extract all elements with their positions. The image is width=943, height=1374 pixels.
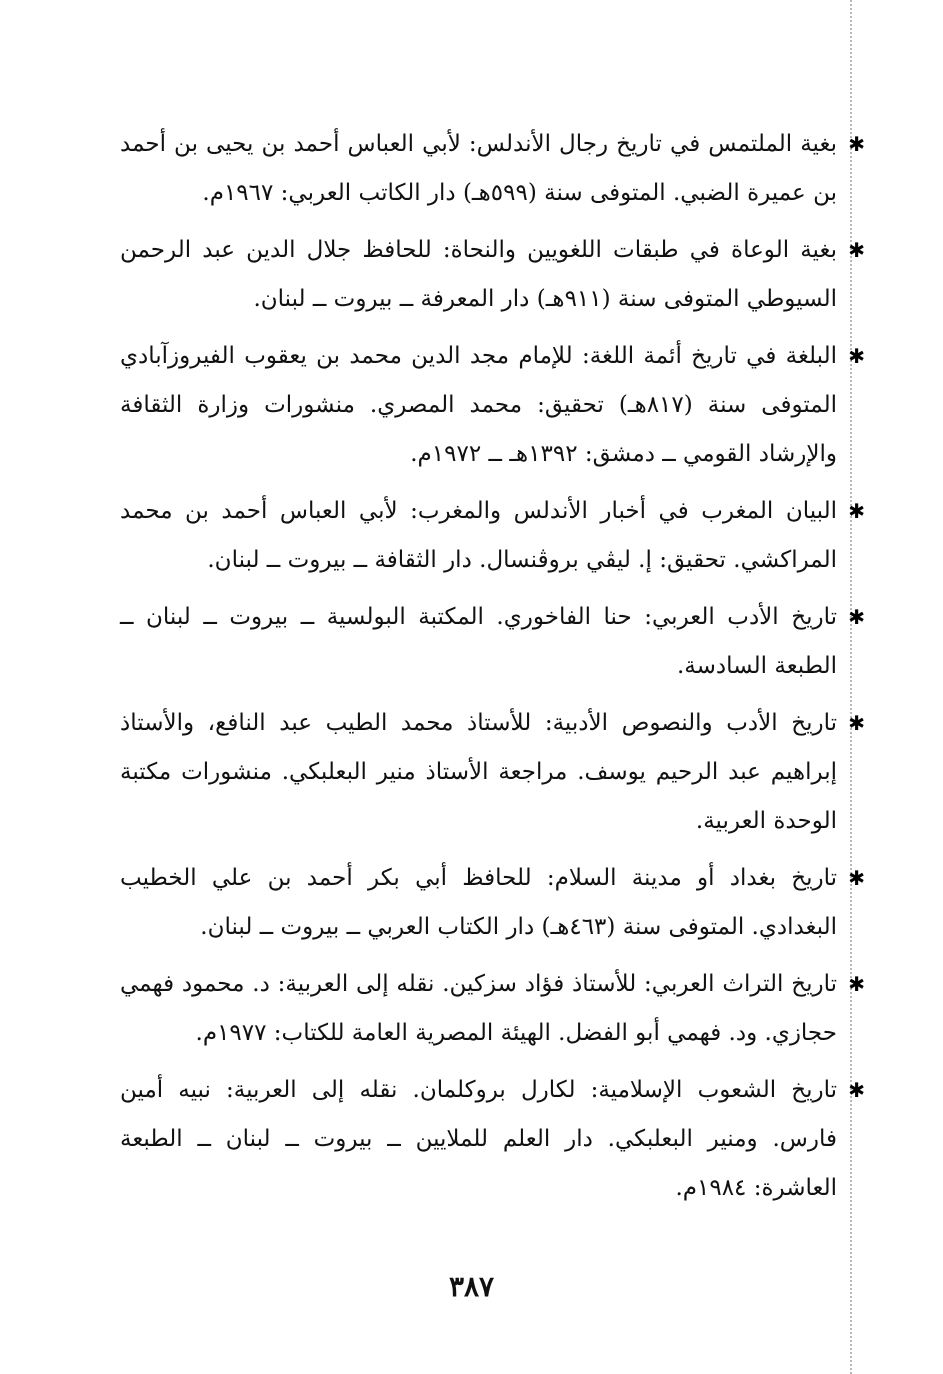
bibliography-list: [120, 120, 865, 1221]
asterisk-bullet-icon: ✱: [848, 711, 865, 735]
asterisk-bullet-icon: ✱: [848, 499, 865, 523]
asterisk-bullet-icon: ✱: [848, 972, 865, 996]
entry-text: تاريخ الشعوب الإسلامية: لكارل بروكلمان. نقله إلى العربية: نبيه أمين فارس. ومنير البعلبكي. دار العلم للملايين ــ بيروت ــ لبنان ــ الطبعة العاشرة: ١٩٨٤م.: [120, 1077, 837, 1201]
bibliography-entry: [120, 226, 865, 324]
entry-text: بغية الملتمس في تاريخ رجال الأندلس: لأبي العباس أحمد بن يحيى بن أحمد بن عميرة الضبي. المتوفى سنة (٥٩٩هـ) دار الكاتب العربي: ١٩٦٧م.: [120, 131, 837, 206]
entry-text: بغية الوعاة في طبقات اللغويين والنحاة: للحافظ جلال الدين عبد الرحمن السيوطي المتوفى سنة (٩١١هـ) دار المعرفة ــ بيروت ــ لبنان.: [120, 237, 837, 312]
bibliography-entry: [120, 593, 865, 691]
entry-text: تاريخ التراث العربي: للأستاذ فؤاد سزكين. نقله إلى العربية: د. محمود فهمي حجازي. ود. فهمي أبو الفضل. الهيئة المصرية العامة للكتاب: ١٩٧٧م.: [120, 971, 837, 1046]
entry-text: تاريخ الأدب والنصوص الأدبية: للأستاذ محمد الطيب عبد النافع، والأستاذ إبراهيم عبد الرحيم يوسف. مراجعة الأستاذ منير البعلبكي. منشورات مكتبة الوحدة العربية.: [120, 710, 837, 834]
asterisk-bullet-icon: ✱: [848, 1078, 865, 1102]
bibliography-entry: [120, 960, 865, 1058]
bibliography-entry: [120, 699, 865, 846]
page-number: ٣٨٧: [448, 1270, 495, 1303]
bibliography-entry: [120, 120, 865, 218]
entry-text: البلغة في تاريخ أئمة اللغة: للإمام مجد الدين محمد بن يعقوب الفيروزآبادي المتوفى سنة (٨١٧هـ) تحقيق: محمد المصري. منشورات وزارة الثقافة والإرشاد القومي ــ دمشق: ١٣٩٢هـ ــ ١٩٧٢م.: [120, 343, 837, 467]
entry-text: البيان المغرب في أخبار الأندلس والمغرب: لأبي العباس أحمد بن محمد المراكشي. تحقيق: إ. ليڤي بروڤنسال. دار الثقافة ــ بيروت ــ لبنان.: [120, 498, 837, 573]
asterisk-bullet-icon: ✱: [848, 238, 865, 262]
asterisk-bullet-icon: ✱: [848, 605, 865, 629]
asterisk-bullet-icon: ✱: [848, 132, 865, 156]
bibliography-entry: [120, 854, 865, 952]
bibliography-entry: [120, 332, 865, 479]
asterisk-bullet-icon: ✱: [848, 866, 865, 890]
bibliography-entry: [120, 1066, 865, 1213]
asterisk-bullet-icon: ✱: [848, 344, 865, 368]
bibliography-entry: [120, 487, 865, 585]
entry-text: تاريخ بغداد أو مدينة السلام: للحافظ أبي بكر أحمد بن علي الخطيب البغدادي. المتوفى سنة (٤٦٣هـ) دار الكتاب العربي ــ بيروت ــ لبنان.: [120, 865, 837, 940]
entry-text: تاريخ الأدب العربي: حنا الفاخوري. المكتبة البولسية ــ بيروت ــ لبنان ــ الطبعة السادسة.: [120, 604, 837, 679]
